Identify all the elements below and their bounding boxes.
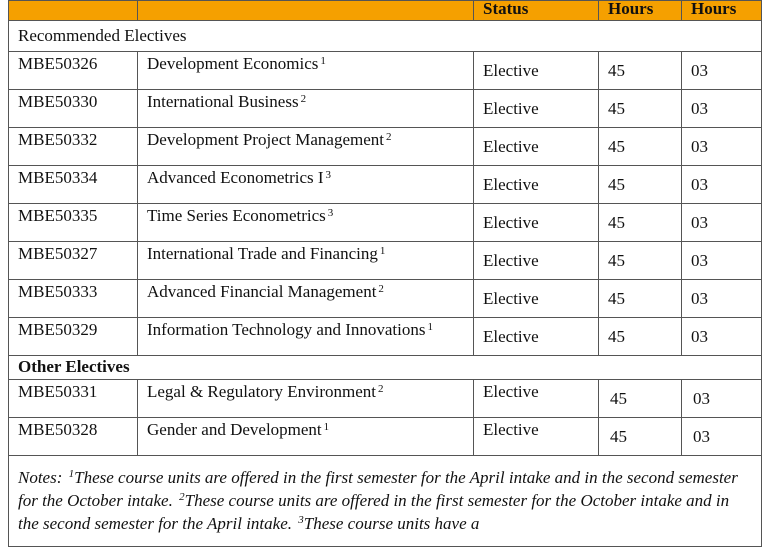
section-title: Recommended Electives xyxy=(9,21,762,52)
course-status: Elective xyxy=(474,380,599,418)
course-title: Advanced Financial Management xyxy=(147,282,377,301)
note-text: These course units have a xyxy=(303,514,480,533)
header-hours: Hours xyxy=(599,1,682,21)
contact-hours: 45 xyxy=(599,166,682,204)
credit-hours: 03 xyxy=(682,380,762,418)
course-status: Elective xyxy=(474,318,599,356)
course-code: MBE50326 xyxy=(9,52,138,90)
contact-hours: 45 xyxy=(599,380,682,418)
course-title-cell xyxy=(138,204,474,242)
table-row xyxy=(9,128,762,166)
contact-hours: 45 xyxy=(599,418,682,456)
footnote-marker: 3 xyxy=(325,169,332,181)
credit-hours: 03 xyxy=(682,204,762,242)
course-title-cell xyxy=(138,418,474,456)
header-title xyxy=(138,1,474,21)
course-code: MBE50332 xyxy=(9,128,138,166)
credit-hours: 03 xyxy=(682,90,762,128)
footnote-marker: 2 xyxy=(377,383,384,395)
section-header-row xyxy=(9,356,762,380)
course-code: MBE50328 xyxy=(9,418,138,456)
table-row xyxy=(9,380,762,418)
course-title: Information Technology and Innovations xyxy=(147,320,426,339)
table-header-row xyxy=(9,1,762,21)
table-row xyxy=(9,242,762,280)
footnote-marker: 2 xyxy=(385,131,392,143)
table-row xyxy=(9,90,762,128)
credit-hours: 03 xyxy=(682,128,762,166)
course-title: Legal & Regulatory Environment xyxy=(147,382,376,401)
course-title: Development Economics xyxy=(147,54,319,73)
course-status: Elective xyxy=(474,204,599,242)
header-status: Status xyxy=(474,1,599,21)
course-code: MBE50334 xyxy=(9,166,138,204)
credit-hours: 03 xyxy=(682,418,762,456)
course-status: Elective xyxy=(474,52,599,90)
section-header-row xyxy=(9,21,762,52)
contact-hours: 45 xyxy=(599,242,682,280)
credit-hours: 03 xyxy=(682,280,762,318)
contact-hours: 45 xyxy=(599,52,682,90)
header-code xyxy=(9,1,138,21)
course-title: Time Series Econometrics xyxy=(147,206,326,225)
course-code: MBE50327 xyxy=(9,242,138,280)
table-row xyxy=(9,204,762,242)
credit-hours: 03 xyxy=(682,52,762,90)
header-credit-hours: Hours xyxy=(682,1,762,21)
footnote-marker: 1 xyxy=(320,55,326,67)
course-code: MBE50330 xyxy=(9,90,138,128)
course-title: Gender and Development xyxy=(147,420,322,439)
course-title-cell xyxy=(138,380,474,418)
footnote-marker: 1 xyxy=(427,321,433,333)
contact-hours: 45 xyxy=(599,280,682,318)
course-code: MBE50329 xyxy=(9,318,138,356)
contact-hours: 45 xyxy=(599,318,682,356)
contact-hours: 45 xyxy=(599,90,682,128)
table-row xyxy=(9,52,762,90)
course-title-cell xyxy=(138,318,474,356)
course-title-cell xyxy=(138,166,474,204)
course-status: Elective xyxy=(474,280,599,318)
course-title-cell xyxy=(138,242,474,280)
notes-row xyxy=(9,456,762,547)
credit-hours: 03 xyxy=(682,242,762,280)
course-code: MBE50335 xyxy=(9,204,138,242)
footnote-marker: 2 xyxy=(179,491,185,503)
credit-hours: 03 xyxy=(682,318,762,356)
note-text: These course units are offered in the first semester for the April intake and in the second semester for the October intake. xyxy=(18,468,738,510)
footnote-marker: 1 xyxy=(323,421,330,433)
course-title: International Business xyxy=(147,92,299,111)
notes-cell xyxy=(9,456,762,547)
footnote-marker: 2 xyxy=(300,93,307,105)
credit-hours: 03 xyxy=(682,166,762,204)
electives-table xyxy=(8,0,762,547)
course-title-cell xyxy=(138,90,474,128)
footnote-marker: 1 xyxy=(379,245,386,257)
contact-hours: 45 xyxy=(599,128,682,166)
table-row xyxy=(9,166,762,204)
course-title: Advanced Econometrics I xyxy=(147,168,324,187)
course-title: International Trade and Financing xyxy=(147,244,378,263)
table-row xyxy=(9,318,762,356)
course-table-container xyxy=(8,0,761,547)
footnote-marker: 2 xyxy=(378,283,384,295)
course-code: MBE50331 xyxy=(9,380,138,418)
table-row xyxy=(9,280,762,318)
footnote-marker: 3 xyxy=(298,514,304,526)
notes-label: Notes: xyxy=(18,468,63,487)
course-status: Elective xyxy=(474,242,599,280)
course-title-cell xyxy=(138,280,474,318)
note-text: These course units are offered in the first semester for the October intake and in the second semester for the April intake. xyxy=(18,491,730,533)
footnote-marker: 1 xyxy=(68,468,75,480)
course-code: MBE50333 xyxy=(9,280,138,318)
course-status: Elective xyxy=(474,166,599,204)
footnote-marker: 3 xyxy=(327,207,334,219)
course-title-cell xyxy=(138,128,474,166)
course-status: Elective xyxy=(474,418,599,456)
contact-hours: 45 xyxy=(599,204,682,242)
section-title: Other Electives xyxy=(9,356,762,380)
course-status: Elective xyxy=(474,90,599,128)
table-row xyxy=(9,418,762,456)
course-title-cell xyxy=(138,52,474,90)
course-title: Development Project Management xyxy=(147,130,384,149)
course-status: Elective xyxy=(474,128,599,166)
